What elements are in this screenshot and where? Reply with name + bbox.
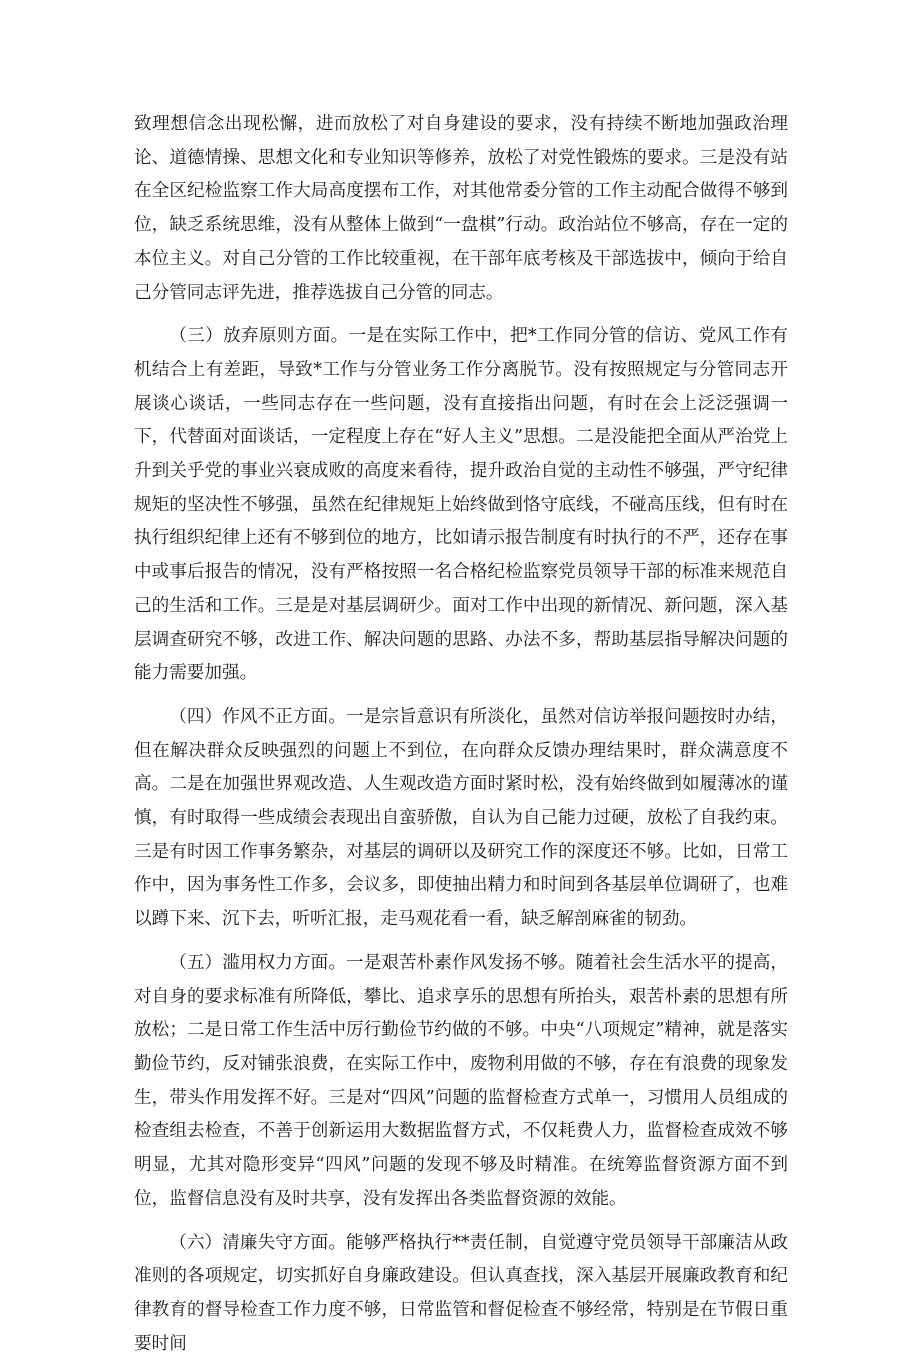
paragraph-section-4: （四）作风不正方面。一是宗旨意识有所淡化，虽然对信访举报问题按时办结，但在解决群众反映强烈的问题上不到位，在向群众反馈办理结果时，群众满意度不高。二是在加强世界观改造、人生观改造方面时紧时松，没有始终做到如履薄冰的谨慎，有时取得一些成绩会表现出自蛮骄傲，自认为自己能力过硬，放松了自我约束。三是有时因工作事务繁杂，对基层的调研以及研究工作的深度还不够。比如，日常工作中，因为事务性工作多，会议多，即使抽出精力和时间到各基层单位调研了，也难以蹲下来、沉下去，听听汇报，走马观花看一看，缺乏解剖麻雀的韧劲。 bbox=[134, 706, 788, 930]
paragraph-section-5: （五）滥用权力方面。一是艰苦朴素作风发扬不够。随着社会生活水平的提高，对自身的要求标准有所降低，攀比、追求享乐的思想有所抬头，艰苦朴素的思想有所放松；二是日常工作生活中厉行勤俭节约做的不够。中央“八项规定”精神，就是落实勤俭节约，反对铺张浪费，在实际工作中，废物利用做的不够，存在有浪费的现象发生，带头作用发挥不好。三是对“四风”问题的监督检查方式单一，习惯用人员组成的检查组去检查，不善于创新运用大数据监督方式，不仅耗费人力，监督检查成效不够明显，尤其对隐形变异“四风”问题的发现不够及时精准。在统筹监督资源方面不到位，监督信息没有及时共享，没有发挥出各类监督资源的效能。 bbox=[134, 952, 788, 1209]
paragraph-continued: 致理想信念出现松懈，进而放松了对自身建设的要求，没有持续不断地加强政治理论、道德情操、思想文化和专业知识等修养，放松了对党性锻炼的要求。三是没有站在全区纪检监察工作大局高度摆布工作，对其他常委分管的工作主动配合做得不够到位，缺乏系统思维，没有从整体上做到“一盘棋”行动。政治站位不够高，存在一定的本位主义。对自己分管的工作比较重视，在干部年底考核及干部选拔中，倾向于给自己分管同志评先进，推荐选拔自己分管的同志。 bbox=[134, 114, 788, 303]
paragraph-section-6: （六）清廉失守方面。能够严格执行**责任制，自觉遵守党员领导干部廉洁从政准则的各项规定，切实抓好自身廉政建设。但认真查找，深入基层开展廉政教育和纪律教育的督导检查工作力度不够，日常监管和督促检查不够经常，特别是在节假日重要时间 bbox=[134, 1232, 788, 1354]
paragraph-section-3: （三）放弃原则方面。一是在实际工作中，把*工作同分管的信访、党风工作有机结合上有差距，导致*工作与分管业务工作分离脱节。没有按照规定与分管同志开展谈心谈话，一些同志存在一些问题，没有直接指出问题，有时在会上泛泛强调一下，代替面对面谈话，一定程度上存在“好人主义”思想。二是没能把全面从严治党上升到关乎党的事业兴衰成败的高度来看待，提升政治自觉的主动性不够强，严守纪律规矩的坚决性不够强，虽然在纪律规矩上始终做到恪守底线，不碰高压线，但有时在执行组织纪律上还有不够到位的地方，比如请示报告制度有时执行的不严，还存在事中或事后报告的情况，没有严格按照一名合格纪检监察党员领导干部的标准来规范自己的生活和工作。三是是对基层调研少。面对工作中出现的新情况、新问题，深入基层调查研究不够，改进工作、解决问题的思路、办法不多，帮助基层指导解决问题的能力需要加强。 bbox=[134, 326, 788, 684]
document-body bbox=[134, 108, 788, 1371]
